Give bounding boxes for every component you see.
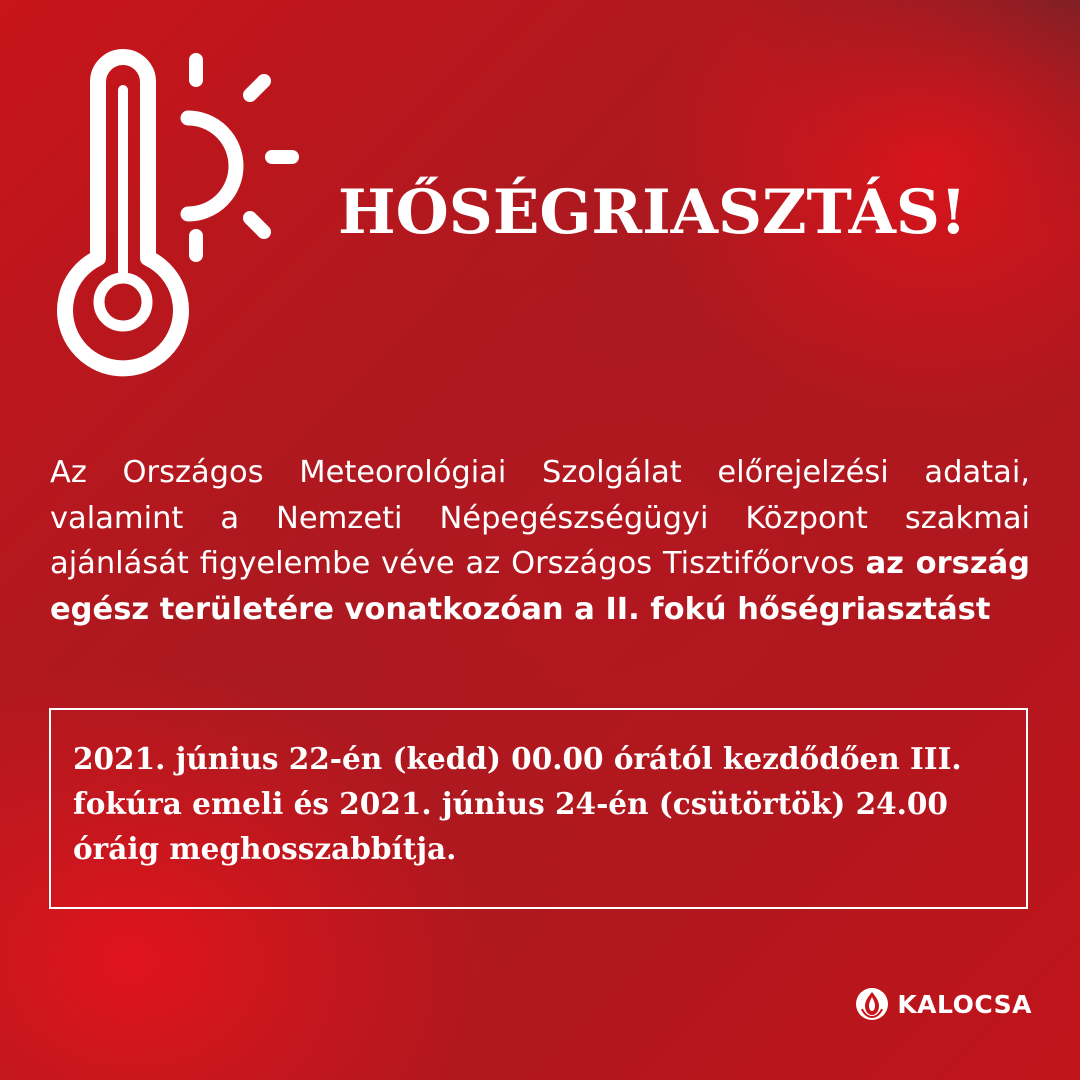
announcement-intro: Az Országos Meteorológiai Szolgálat előrejelzési adatai, valamint a Nemzeti Népegészségügyi Központ szakmai ajánlását figyelembe véve az Országos Tisztifőorvos	[50, 455, 1030, 581]
announcement-emphasis: az ország egész területére vonatkozóan a II. fokú hőségriasztást	[50, 546, 1030, 627]
brand	[855, 984, 1032, 1024]
notice-text: 2021. június 22-én (kedd) 00.00 órától kezdődően III. fokúra emeli és 2021. június 24-én (csütörtök) 24.00 óráig meghosszabbítja.	[73, 741, 962, 866]
notice-box	[49, 708, 1028, 909]
kalocsa-logo-icon	[855, 987, 889, 1021]
brand-name: KALOCSA	[897, 989, 1032, 1019]
thermometer-sun-icon	[50, 40, 310, 390]
announcement-paragraph	[50, 450, 1030, 632]
page-title: HŐSÉGRIASZTÁS!	[338, 177, 967, 248]
